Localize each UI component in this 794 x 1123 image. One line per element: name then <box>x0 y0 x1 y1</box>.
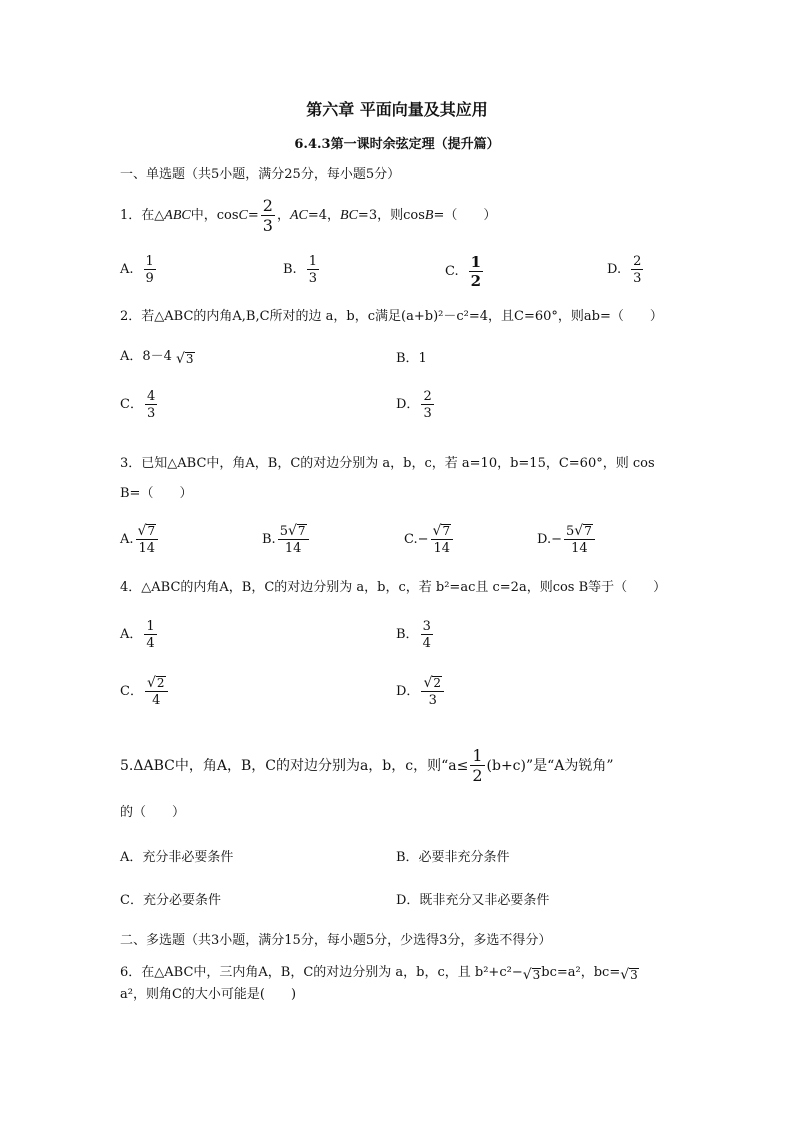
q1-text: ， <box>276 208 290 223</box>
question-1 <box>120 198 496 234</box>
option-fraction: $\frac{1}{2}$ <box>470 253 482 290</box>
q1-var: C <box>238 208 248 223</box>
sqrt-expression: √ 3 <box>175 351 194 367</box>
q1-option-b[interactable] <box>283 255 321 285</box>
q5-option-c[interactable]: C．充分必要条件 <box>120 893 221 908</box>
option-fraction: 5 √ 7 14 <box>564 524 595 555</box>
q1-text: 在△ <box>141 208 165 223</box>
q1-text: =4， <box>307 208 341 223</box>
question-4: 4．△ABC的内角A，B，C的对边分别为 a，b，c，若 b²=ac且 c=2a，则cos B等于（ ） <box>120 580 667 595</box>
question-3: 3．已知△ABC中，角A，B，C的对边分别为 a，b，c，若 a=10，b=15，C=60°，则 cos <box>120 456 655 471</box>
option-label: C.− <box>404 531 429 547</box>
q4-option-c[interactable] <box>120 676 170 707</box>
q5-option-d[interactable]: D．既非充分又非必要条件 <box>396 893 550 908</box>
q5-fraction: $\frac{1}{2}$ <box>472 746 483 785</box>
option-label: B． <box>396 627 419 642</box>
q1-var: AC <box>289 208 308 223</box>
q5-text: 5.ΔABC中，角A，B，C的对边分别为a，b，c，则“a≤ <box>120 758 469 774</box>
option-label: D． <box>396 683 420 699</box>
option-label: A．8－4 <box>120 349 172 364</box>
option-fraction: $\frac{2}{3}$ <box>633 254 642 286</box>
question-5-cont: 的（ ） <box>120 805 186 820</box>
question-5 <box>120 748 680 784</box>
option-label: C． <box>120 683 143 699</box>
q5-option-a[interactable]: A．充分非必要条件 <box>120 850 234 865</box>
option-label: D． <box>396 397 420 412</box>
q2-option-b[interactable]: B．1 <box>396 351 427 366</box>
option-label: D.− <box>537 531 562 547</box>
option-fraction: $\frac{4}{3}$ <box>146 389 156 421</box>
q1-option-a[interactable] <box>120 255 158 285</box>
option-label: C． <box>120 397 143 412</box>
q1-option-d[interactable] <box>607 255 645 285</box>
q1-number: 1． <box>120 208 142 223</box>
q1-fraction: $\frac{2}{3}$ <box>262 196 273 235</box>
option-fraction: $\frac{1}{3}$ <box>308 254 317 286</box>
lesson-title: 6.4.3第一课时余弦定理（提升篇） <box>294 137 500 152</box>
option-label: A. <box>120 531 134 547</box>
q3-option-a[interactable] <box>120 524 160 555</box>
q1-option-c[interactable] <box>445 255 485 289</box>
option-label: D. <box>607 262 622 277</box>
option-fraction: √ 2 4 <box>145 676 168 707</box>
question-6 <box>120 964 639 982</box>
question-3-cont: B=（ ） <box>120 486 193 501</box>
q1-text: =（ ） <box>433 208 497 223</box>
q3-option-b[interactable] <box>262 524 311 555</box>
sqrt-expression: √ 3 <box>620 967 638 983</box>
q4-option-b[interactable] <box>396 620 435 650</box>
option-label: C. <box>445 264 459 279</box>
sqrt-expression: √ 3 <box>522 967 541 983</box>
option-fraction: $\frac{2}{3}$ <box>423 389 432 421</box>
option-label: A． <box>120 627 143 642</box>
q6-text: bc=a²，bc= <box>541 965 621 980</box>
option-fraction: 5 √ 7 14 <box>278 524 309 555</box>
option-label: B. <box>283 262 297 277</box>
q1-var: ABC <box>164 208 191 223</box>
q1-text: 中，cos <box>190 208 239 223</box>
q1-var: BC <box>340 208 358 223</box>
q1-var: B <box>424 208 434 223</box>
q5-text: (b+c)”是“A为锐角” <box>486 758 614 774</box>
option-label: A. <box>120 262 134 277</box>
q2-option-a[interactable] <box>120 348 195 366</box>
option-label: B. <box>262 531 276 547</box>
q1-text: =3，则cos <box>357 208 425 223</box>
q4-option-a[interactable] <box>120 620 159 650</box>
option-fraction: √ 2 3 <box>421 676 444 707</box>
q2-option-c[interactable] <box>120 390 159 420</box>
question-6-cont: a²，则角C的大小可能是( ) <box>120 987 297 1002</box>
option-fraction: √ 7 14 <box>431 524 454 555</box>
chapter-title: 第六章 平面向量及其应用 <box>306 100 488 119</box>
option-fraction: $\frac{1}{4}$ <box>146 619 155 651</box>
question-2: 2．若△ABC的内角A,B,C所对的边 a，b，c满足(a+b)²－c²=4，且C=60°，则ab=（ ） <box>120 309 663 324</box>
q1-text: = <box>247 208 259 223</box>
option-fraction: $\frac{3}{4}$ <box>422 619 431 651</box>
option-fraction: √ 7 14 <box>136 524 159 555</box>
q4-option-d[interactable] <box>396 676 446 707</box>
q2-option-d[interactable] <box>396 390 436 420</box>
option-fraction: $\frac{1}{9}$ <box>145 254 154 286</box>
section-heading-single-choice: 一、单选题（共5小题，满分25分，每小题5分） <box>120 167 401 182</box>
q3-option-c[interactable] <box>404 524 455 555</box>
q5-option-b[interactable]: B．必要非充分条件 <box>396 850 510 865</box>
q3-option-d[interactable] <box>537 524 597 555</box>
section-heading-multi-choice: 二、多选题（共3小题，满分15分，每小题5分，少选得3分，多选不得分） <box>120 933 552 948</box>
q6-text: 6．在△ABC中，三内角A，B，C的对边分别为 a，b，c，且 b²+c²− <box>120 965 523 980</box>
